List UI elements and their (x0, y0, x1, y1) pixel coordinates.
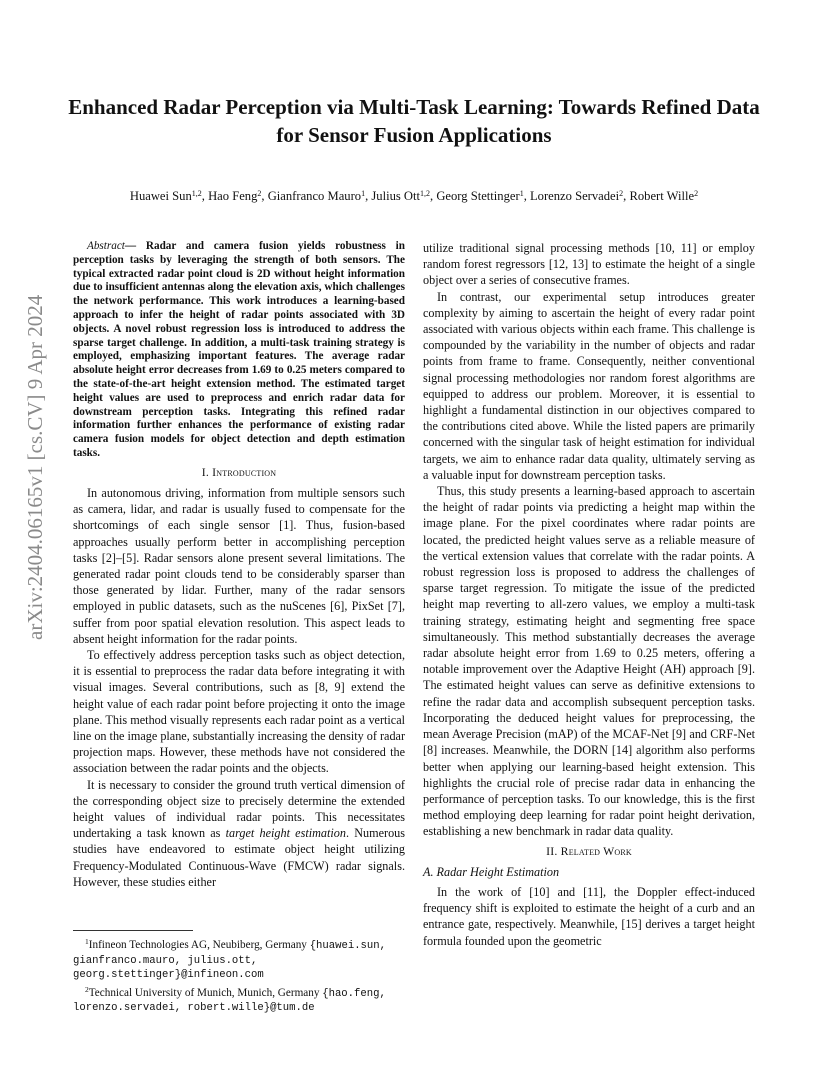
abstract-lead: Abstract (87, 240, 125, 252)
abstract-text: — Radar and camera fusion yields robustness in perception tasks by leveraging the strength of both sensors. The typical extracted radar point cloud is 2D without height information due to insufficient antennas along the elevation axis, which challenges the network performance. This work introduces a learning-based approach to infer the height of radar points associated with 3D objects. A novel robust regression loss is introduced to address the sparse target challenge. In addition, a multi-task training strategy is employed, emphasizing important features. The average radar absolute height error decreases from 1.69 to 0.25 meters compared to the state-of-the-art height extension method. The estimated target height values are used to preprocess and enrich radar data for downstream perception tasks. Integrating this refined radar information further enhances the performance of existing radar camera fusion models for object detection and depth estimation tasks. (73, 240, 405, 459)
section-heading-related-work: II. Related Work (546, 843, 632, 858)
intro-continuation: utilize traditional signal processing methods [10, 11] or employ random forest regressors [12, 13] to estimate the height of a single object over a series of consecutive frames. (423, 241, 755, 288)
paper-title: Enhanced Radar Perception via Multi-Task Learning: Towards Refined Data for Sensor Fusion Applications (68, 95, 760, 147)
intro-paragraph-2: To effectively address perception tasks such as object detection, it is essential to preprocess the radar data before integrating it with visual images. Several contributions, such as [8, 9] extend the height value of each radar point before projecting it onto the image plane. This method visually represents each radar point as a vertical line on the image plane, substantially increasing the density of radar projection maps. However, these methods have not considered the association between the radar points and the objects. (73, 647, 406, 776)
author: Huawei Sun$^{1,2}$, (129, 189, 209, 203)
author: Lorenzo Servadei$^2$, (529, 189, 630, 203)
footnote-rule (73, 930, 193, 931)
abstract (73, 240, 405, 461)
subsection-heading: A. Radar Height Estimation (423, 864, 560, 879)
intro-paragraph-3: It is necessary to consider the ground truth vertical dimension of the corresponding object size to precisely determine the extended height values of individual radar points. This necessitates undertaking a task known as target height estimation. Numerous studies have endeavored to estimate object height utilizing Frequency-Modulated Continuous-Wave (FMCW) radar signals. However, these studies either (73, 777, 405, 889)
arxiv-stamp: arXiv:2404.06165v1 [cs.CV] 9 Apr 2024 (23, 294, 47, 640)
footnote-2: $^2$Technical University of Munich, Munich, Germany {hao.feng, lorenzo.servadei, robert.wille}@tum.de (73, 984, 386, 1014)
left-column (73, 240, 405, 890)
author: Julius Ott$^{1,2}$, (371, 189, 437, 203)
author: Hao Feng$^2$, (208, 189, 268, 203)
intro-paragraph-4: In contrast, our experimental setup introduces greater complexity by aiming to ascertain the height of every radar point associated with various objects within each frame. This challenge is compounded by the variability in the number of objects and radar points from frame to frame. Consequently, neither conventional signal processing methodologies nor random forest algorithms are equipped to address our problem. Moreover, it is essential to highlight a fundamental distinction in our objectives compared to the contributions cited above. While the listed papers are primarily concerned with the singular task of height estimation for individual targets, we aim to enhance radar data quality, ultimately serving as a valuable input for downstream perception tasks. (423, 289, 755, 482)
section-heading-introduction: I. Introduction (201, 464, 277, 479)
intro-paragraph-5: Thus, this study presents a learning-based approach to ascertain the height of radar points via predicting a height map within the image plane. For the pixel coordinates where radar points are located, the predicted height values serve as a reliable measure of the vertical extension values that correlate with the radar points. A robust regression loss is proposed to address the challenges of sparse target regression. To mitigate the issue of the predicted height map reverting to all-zero values, we employ a multi-task training strategy, estimating height and segmenting free space simultaneously. This method substantially decreases the average radar absolute height error from 1.69 to 0.25 meters, offering a notable improvement over the Adaptive Height (AH) approach [9]. The estimated height values can serve as definitive extensions to refine the radar data and accomplish subsequent perception tasks. Incorporating the deduced height values for preprocessing, the mean Average Precision (mAP) of the MCAF-Net [9] and CRF-Net [8] increases. Meanwhile, the DORN [14] algorithm also performs better when applying our learning-based height extension. This highlights the crucial role of precise radar data in enhancing the performance of perception tasks. To our knowledge, this is the first method employing deep learning for radar point height derivation, establishing a new benchmark in radar data quality. (423, 484, 755, 839)
author-list (40, 185, 788, 205)
footnotes (73, 930, 405, 1016)
related-work-paragraph: In the work of [10] and [11], the Doppler effect-induced frequency shift is exploited to estimate the height of a curb and an entrance gate, respectively. Meanwhile, [15] derives a target height formula founded upon the geometric (423, 884, 755, 948)
right-column (423, 240, 755, 949)
author: Georg Stettinger$^1$, (436, 189, 530, 203)
footnote-1-emails: {huawei.sun, gianfranco.mauro, julius.ott, georg.stettinger}@infineon.com (73, 940, 386, 981)
footnote-2-emails: {hao.feng, lorenzo.servadei, robert.wille}@tum.de (73, 987, 386, 1014)
author: Robert Wille$^2$ (629, 189, 699, 203)
intro-paragraph-1: In autonomous driving, information from multiple sensors such as camera, lidar, and radar is usually fused to compensate for the shortcomings of each single sensor [1]. Thus, fusion-based approaches usually perform better in accomplishing perception tasks [2]–[5]. Radar sensors alone present several limitations. The generated radar point clouds tend to be considerably sparser than those generated by lidar. Further, many of the radar sensors employed in public datasets, such as the nuScenes [6], PixSet [7], suffer from poor spatial elevation resolution. This aspect leads to absent height information for the radar points. (73, 485, 405, 646)
author: Gianfranco Mauro$^1$, (267, 189, 372, 203)
footnote-1: $^1$Infineon Technologies AG, Neubiberg, Germany {huawei.sun, gianfranco.mauro, julius.ott, georg.stettinger}@infineon.com (73, 937, 386, 981)
